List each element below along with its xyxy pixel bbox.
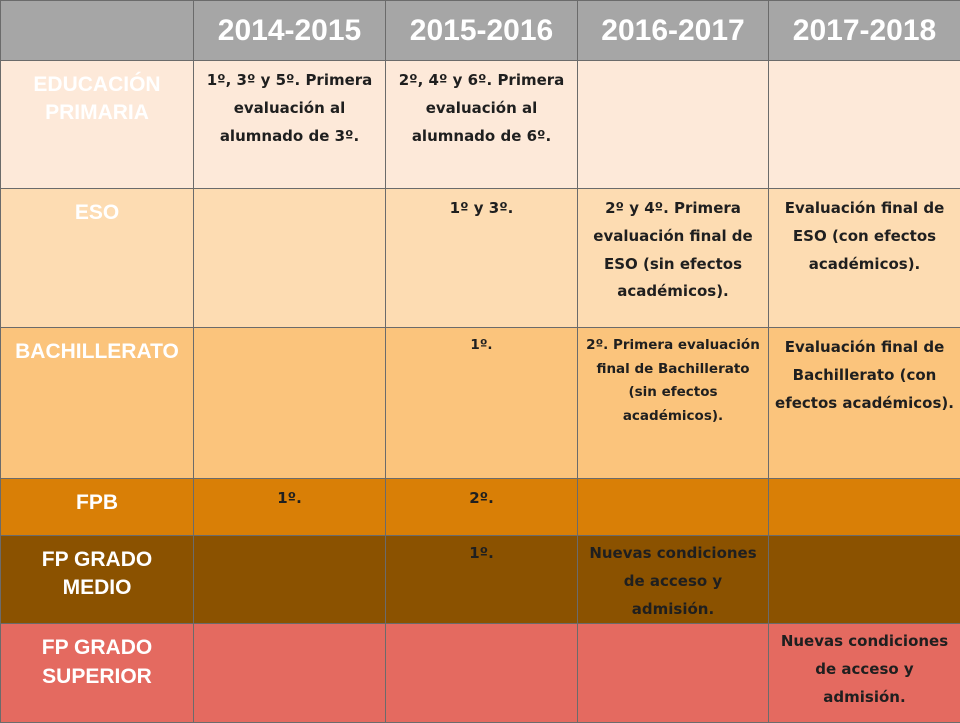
table-row-fp-superior [1, 624, 960, 723]
row-label-primaria: EDUCACIÓN PRIMARIA [1, 61, 194, 189]
table-cell [769, 61, 960, 189]
year-header: 2014-2015 [194, 1, 386, 61]
table-row-primaria [1, 61, 960, 189]
table-cell [578, 479, 769, 536]
table-cell [769, 479, 960, 536]
table-row-eso [1, 189, 960, 328]
corner-cell [1, 1, 194, 61]
row-label-fp-superior: FP GRADO SUPERIOR [1, 624, 194, 723]
table-row-fp-medio [1, 536, 960, 624]
table-row-fpb [1, 479, 960, 536]
table-cell: 1º, 3º y 5º. Primera evaluación al alumnado de 3º. [194, 61, 386, 189]
table-cell [194, 624, 386, 723]
table-cell: 1º. [386, 536, 578, 624]
table-cell: 2º y 4º. Primera evaluación final de ESO (sin efectos académicos). [578, 189, 769, 328]
table-cell [578, 624, 769, 723]
row-label-eso: ESO [1, 189, 194, 328]
table-cell: Nuevas condiciones de acceso y admisión. [769, 624, 960, 723]
table-cell: Evaluación final de ESO (con efectos académicos). [769, 189, 960, 328]
table-cell: 2º, 4º y 6º. Primera evaluación al alumnado de 6º. [386, 61, 578, 189]
header-row [1, 1, 960, 61]
table-cell: 1º y 3º. [386, 189, 578, 328]
table-cell [578, 61, 769, 189]
table-cell: Evaluación final de Bachillerato (con efectos académicos). [769, 328, 960, 479]
table-cell [194, 536, 386, 624]
year-header: 2017-2018 [769, 1, 960, 61]
table-cell [386, 624, 578, 723]
table-cell: Nuevas condiciones de acceso y admisión. [578, 536, 769, 624]
table-cell: 2º. Primera evaluación final de Bachillerato (sin efectos académicos). [578, 328, 769, 479]
row-label-fp-medio: FP GRADO MEDIO [1, 536, 194, 624]
table-cell [194, 189, 386, 328]
year-header: 2015-2016 [386, 1, 578, 61]
table-row-bachillerato [1, 328, 960, 479]
table-cell: 1º. [386, 328, 578, 479]
table-cell [194, 328, 386, 479]
row-label-fpb: FPB [1, 479, 194, 536]
table-cell: 1º. [194, 479, 386, 536]
table-cell [769, 536, 960, 624]
row-label-bachillerato: BACHILLERATO [1, 328, 194, 479]
year-header: 2016-2017 [578, 1, 769, 61]
table-cell: 2º. [386, 479, 578, 536]
